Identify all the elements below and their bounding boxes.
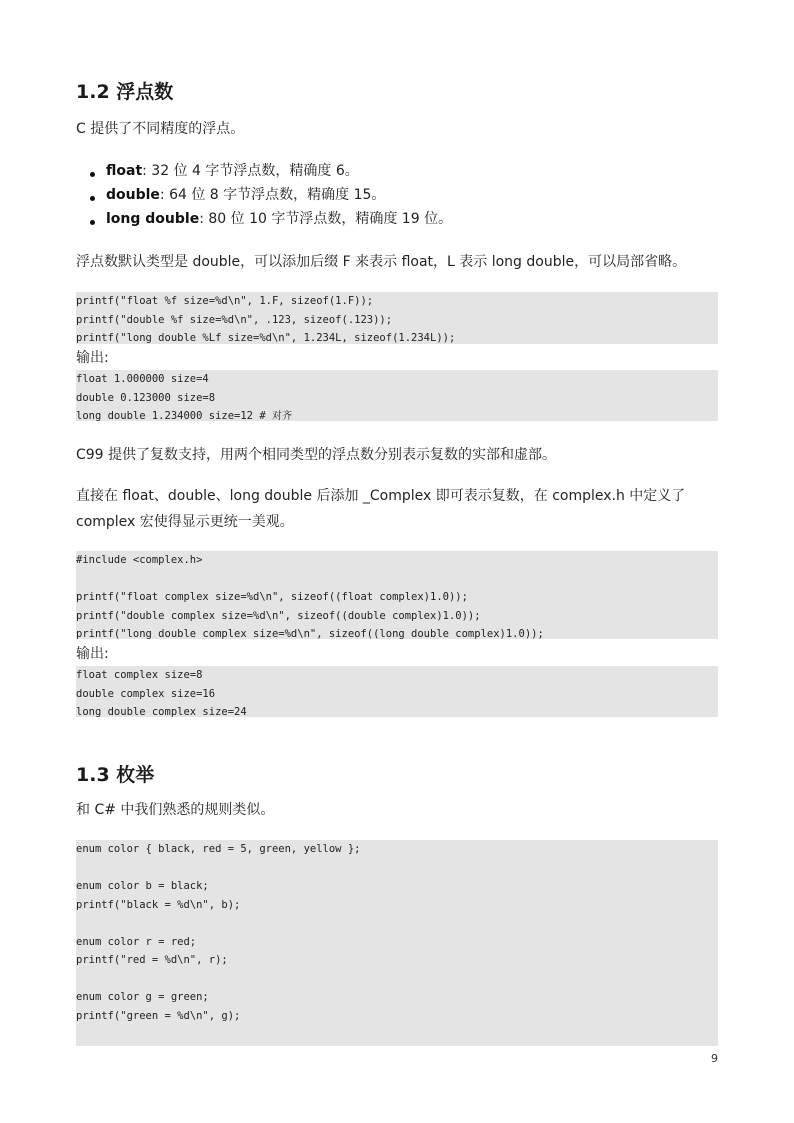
list-item-desc: : 80 位 10 字节浮点数，精确度 19 位。 <box>199 211 453 227</box>
output-line: long double complex size=24 <box>76 706 247 718</box>
code-line <box>76 970 718 989</box>
code-line: printf("double complex size=%d\n", sizeof((double complex)1.0)); <box>76 609 481 622</box>
list-item-desc: : 64 位 8 字节浮点数，精确度 15。 <box>159 187 386 203</box>
code-line: enum color g = green; <box>76 991 209 1003</box>
output-label: 输出: <box>76 646 109 662</box>
section-heading-1-3: 1.3 枚举 <box>76 764 155 786</box>
bullet-icon <box>90 196 95 201</box>
output-comment: 对齐 <box>271 411 292 422</box>
output-line: float complex size=8 <box>76 669 203 681</box>
section-heading-1-2: 1.2 浮点数 <box>76 81 174 103</box>
code-line: printf("float %f size=%d\n", 1.F, sizeof(1.F)); <box>76 295 374 307</box>
code-line <box>76 1025 718 1044</box>
code-block-float-printf <box>76 292 718 344</box>
output-line: double complex size=16 <box>76 687 216 700</box>
code-line: enum color b = black; <box>76 880 209 892</box>
code-line: printf("double %f size=%d\n", .123, sizeof(.123)); <box>76 313 393 326</box>
precision-list <box>90 159 452 231</box>
code-line: enum color r = red; <box>76 935 197 948</box>
code-line: printf("long double complex size=%d\n", sizeof((long double complex)1.0)); <box>76 628 544 640</box>
output-block-float <box>76 370 718 421</box>
code-line: printf("red = %d\n", r); <box>76 954 228 966</box>
output-line <box>76 407 718 426</box>
code-line <box>76 570 718 589</box>
paragraph-complex-usage-line-1: 直接在 float、double、long double 后添加 _Complex 即可表示复数，在 complex.h 中定义了 <box>76 488 686 504</box>
code-block-complex-printf <box>76 551 718 639</box>
code-line <box>76 859 718 878</box>
code-line: printf("long double %Lf size=%d\n", 1.234L, sizeof(1.234L)); <box>76 332 456 344</box>
bullet-icon <box>90 172 95 177</box>
paragraph-complex-intro: C99 提供了复数支持，用两个相同类型的浮点数分别表示复数的实部和虚部。 <box>76 447 557 463</box>
code-block-enum <box>76 840 718 1046</box>
list-item <box>90 183 452 207</box>
code-line: printf("float complex size=%d\n", sizeof((float complex)1.0)); <box>76 591 468 603</box>
paragraph-complex-usage-line-2: complex 宏使得显示更统一美观。 <box>76 514 294 530</box>
paragraph-intro: C 提供了不同精度的浮点。 <box>76 121 245 137</box>
list-item-term: float <box>106 163 143 179</box>
list-item <box>90 207 452 231</box>
output-block-complex <box>76 666 718 717</box>
output-label: 输出: <box>76 350 109 366</box>
list-item <box>90 159 452 183</box>
code-line: enum color { black, red = 5, green, yellow }; <box>76 843 361 855</box>
list-item-desc: : 32 位 4 字节浮点数，精确度 6。 <box>142 163 359 179</box>
output-line: float 1.000000 size=4 <box>76 373 209 385</box>
list-item-term: double <box>106 187 160 203</box>
code-line: #include <complex.h> <box>76 554 203 566</box>
list-item-term: long double <box>106 211 200 227</box>
code-line: printf("black = %d\n", b); <box>76 898 241 911</box>
paragraph-default-type: 浮点数默认类型是 double，可以添加后缀 F 来表示 float，L 表示 long double，可以局部省略。 <box>76 254 687 270</box>
output-line: double 0.123000 size=8 <box>76 391 216 404</box>
code-line: printf("green = %d\n", g); <box>76 1009 241 1022</box>
output-line-text: long double 1.234000 size=12 # <box>76 410 272 422</box>
page-number: 9 <box>711 1052 718 1065</box>
bullet-icon <box>90 220 95 225</box>
code-line <box>76 914 718 933</box>
paragraph-enum-intro: 和 C# 中我们熟悉的规则类似。 <box>76 802 275 818</box>
